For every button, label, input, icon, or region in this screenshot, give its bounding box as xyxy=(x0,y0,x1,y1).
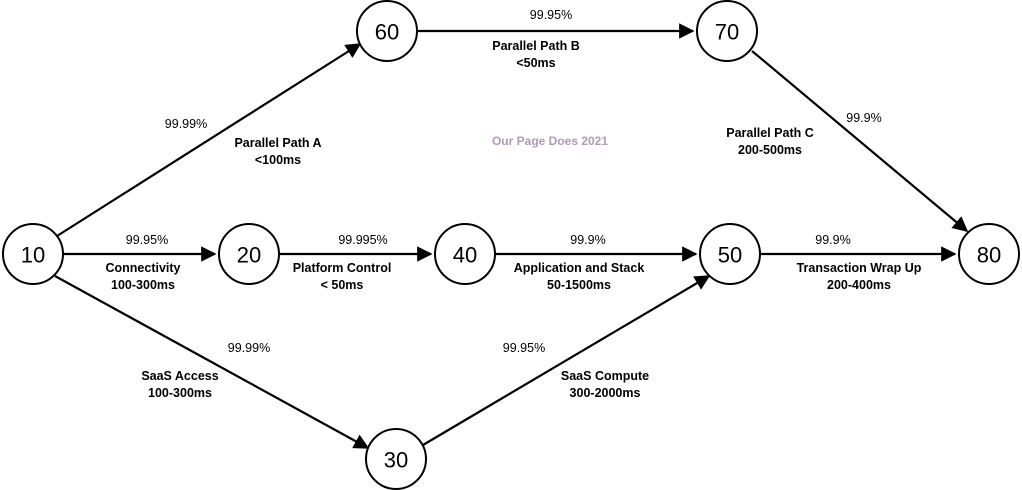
edge-latency-10-30: 100-300ms xyxy=(148,386,212,400)
edge-latency-20-40: < 50ms xyxy=(320,278,364,292)
node-label-80: 80 xyxy=(976,242,1002,268)
edge-latency-70-80: 200-500ms xyxy=(738,143,802,157)
edge-30-50 xyxy=(423,276,709,445)
edge-latency-50-80: 200-400ms xyxy=(827,278,891,292)
edge-desc-20-40 xyxy=(293,260,392,294)
edge-name-10-30: SaaS Access xyxy=(141,369,219,384)
edge-desc-30-50 xyxy=(561,368,649,402)
edge-desc-50-80 xyxy=(797,260,922,294)
edge-latency-60-70: <50ms xyxy=(516,56,556,70)
edge-percent-60-70: 99.95% xyxy=(529,7,573,22)
edge-10-30 xyxy=(55,276,368,448)
edge-desc-70-80 xyxy=(726,125,814,159)
edge-percent-10-60: 99.99% xyxy=(164,116,208,131)
edge-name-10-20: Connectivity xyxy=(105,261,181,276)
edge-name-40-50: Application and Stack xyxy=(513,261,645,276)
edge-desc-40-50 xyxy=(514,260,645,294)
node-label-70: 70 xyxy=(714,19,740,45)
edge-desc-10-60 xyxy=(234,135,321,169)
edge-percent-10-30: 99.99% xyxy=(227,340,271,355)
edge-latency-10-60: <100ms xyxy=(254,153,302,167)
edge-name-20-40: Platform Control xyxy=(292,261,392,276)
node-label-10: 10 xyxy=(20,242,46,268)
node-label-20: 20 xyxy=(236,242,262,268)
edge-name-60-70: Parallel Path B xyxy=(492,39,580,54)
node-label-50: 50 xyxy=(717,242,743,268)
edge-percent-20-40: 99.995% xyxy=(338,232,388,247)
edge-name-70-80: Parallel Path C xyxy=(726,126,814,141)
edge-percent-10-20: 99.95% xyxy=(125,232,169,247)
watermark-text: Our Page Does 2021 xyxy=(491,134,609,148)
edge-percent-50-80: 99.9% xyxy=(815,232,851,247)
edge-name-10-60: Parallel Path A xyxy=(234,136,322,151)
edge-desc-10-30 xyxy=(141,368,218,402)
node-label-30: 30 xyxy=(383,447,409,473)
edge-latency-30-50: 300-2000ms xyxy=(569,386,641,400)
node-label-60: 60 xyxy=(374,19,400,45)
edge-percent-70-80: 99.9% xyxy=(846,110,882,125)
edge-name-50-80: Transaction Wrap Up xyxy=(796,261,922,276)
edge-percent-30-50: 99.95% xyxy=(502,340,546,355)
node-label-40: 40 xyxy=(452,242,478,268)
edge-latency-10-20: 100-300ms xyxy=(111,278,175,292)
edge-name-30-50: SaaS Compute xyxy=(560,369,650,384)
edge-desc-10-20 xyxy=(105,260,180,294)
edge-desc-60-70 xyxy=(492,38,580,72)
edge-percent-40-50: 99.9% xyxy=(570,232,606,247)
edge-latency-40-50: 50-1500ms xyxy=(547,278,611,292)
